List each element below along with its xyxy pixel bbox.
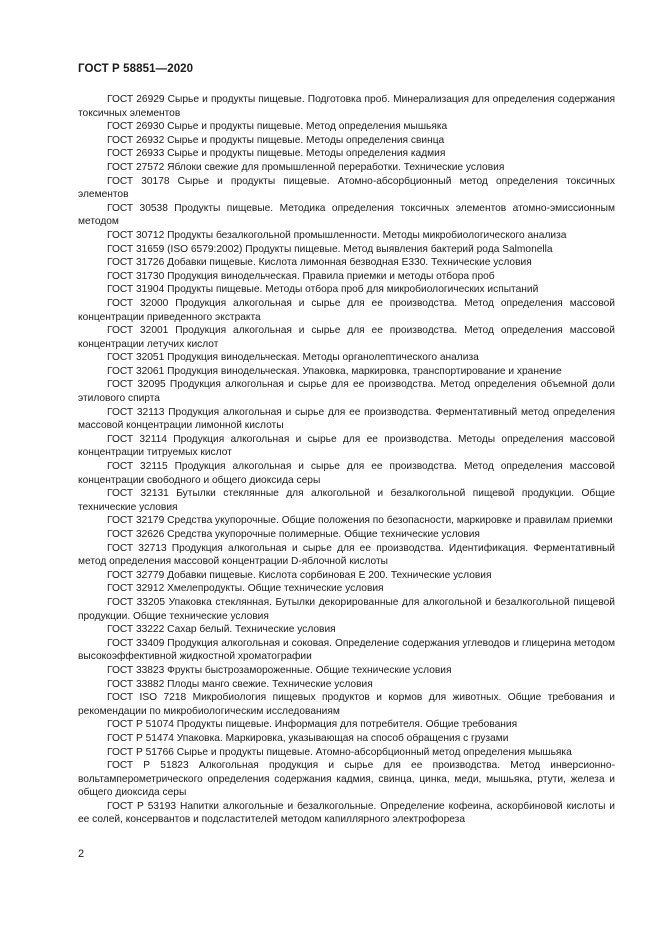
reference-item: ГОСТ 26930 Сырье и продукты пищевые. Метод определения мышьяка: [107, 121, 448, 133]
reference-item: ГОСТ 32001 Продукция алкогольная и сырье для ее производства. Метод определения массовой концентрации летучих кислот: [78, 325, 615, 350]
reference-item: ГОСТ 32779 Добавки пищевые. Кислота сорбиновая Е 200. Технические условия: [107, 569, 492, 581]
reference-item: ГОСТ 33823 Фрукты быстрозамороженные. Общие технические условия: [107, 664, 452, 676]
reference-item: ГОСТ 32626 Средства укупорочные полимерные. Общие технические условия: [107, 529, 480, 540]
reference-item: ГОСТ 26932 Сырье и продукты пищевые. Методы определения свинца: [107, 134, 445, 146]
reference-item: ГОСТ 33882 Плоды манго свежие. Технические условия: [107, 678, 373, 690]
page-number: 2: [78, 848, 85, 860]
reference-item: ГОСТ 32179 Средства укупорочные. Общие положения по безопасности, маркировке и правилам приемки: [107, 515, 613, 527]
reference-item: ГОСТ Р 51766 Сырье и продукты пищевые. Атомно-абсорбционный метод определения мышьяка: [107, 746, 572, 758]
reference-item: ГОСТ 31659 (ISO 6579:2002) Продукты пищевые. Метод выявления бактерий рода Salmonella: [107, 243, 553, 255]
reference-item: ГОСТ 32113 Продукция алкогольная и сырье для ее производства. Ферментативный метод определения массовой концентрации лимонной кислоты: [78, 406, 615, 432]
reference-item: ГОСТ 31904 Продукты пищевые. Методы отбора проб для микробиологических испытаний: [107, 284, 539, 296]
reference-item: ГОСТ 32115 Продукция алкогольная и сырье для ее производства. Метод определения массовой концентрации свободного и общего диоксида серы: [78, 461, 615, 486]
reference-item: ГОСТ 32095 Продукция алкогольная и сырье для ее производства. Метод определения объемной доли этилового спирта: [78, 379, 615, 405]
reference-item: ГОСТ 32000 Продукция алкогольная и сырье для ее производства. Метод определения массовой концентрации приведенного экстракта: [78, 297, 615, 323]
reference-item: ГОСТ 33205 Упаковка стеклянная. Бутылки декорированные для алкогольной и безалкогольной пищевой продукции. Общие технические условия: [78, 596, 615, 622]
document-header: ГОСТ Р 58851—2020: [78, 63, 194, 75]
reference-item: ГОСТ 32051 Продукция винодельческая. Методы органолептического анализа: [107, 352, 479, 364]
normative-references-list: [78, 93, 615, 827]
reference-item: ГОСТ 30538 Продукты пищевые. Методика определения токсичных элементов атомно-эмиссионным методом: [78, 202, 615, 228]
reference-item: ГОСТ 32131 Бутылки стеклянные для алкогольной и безалкогольной пищевой продукции. Общие технические условия: [78, 488, 615, 513]
reference-item: ГОСТ 30712 Продукты безалкогольной промышленности. Методы микробиологического анализа: [107, 229, 567, 241]
reference-item: ГОСТ 30178 Сырье и продукты пищевые. Атомно-абсорбционный метод определения токсичных элементов: [78, 175, 615, 201]
reference-item: ГОСТ Р 51074 Продукты пищевые. Информация для потребителя. Общие требования: [107, 719, 518, 731]
reference-item: ГОСТ 26929 Сырье и продукты пищевые. Подготовка проб. Минерализация для определения содержания токсичных элементов: [78, 94, 615, 119]
reference-item: ГОСТ 33409 Продукция алкогольная и соковая. Определение содержания углеводов и глицерина методом высокоэффективной жидкостной хроматографии: [78, 637, 615, 663]
reference-item: ГОСТ 27572 Яблоки свежие для промышленной переработки. Технические условия: [107, 161, 505, 173]
reference-item: ГОСТ 33222 Сахар белый. Технические условия: [107, 624, 336, 636]
reference-item: ГОСТ 32061 Продукция винодельческая. Упаковка, маркировка, транспортирование и хранение: [107, 365, 562, 377]
reference-item: ГОСТ Р 51823 Алкогольная продукция и сырье для ее производства. Метод инверсионно-вольтамперометрического определения содержания кадмия, свинца, цинка, меди, мышьяка, ртути, железа и общего диоксида серы: [78, 760, 615, 799]
reference-item: ГОСТ 31726 Добавки пищевые. Кислота лимонная безводная Е330. Технические условия: [107, 257, 532, 269]
reference-item: ГОСТ Р 51474 Упаковка. Маркировка, указывающая на способ обращения с грузами: [107, 732, 509, 744]
reference-item: ГОСТ 32912 Хмелепродукты. Общие технические условия: [107, 583, 384, 595]
reference-item: ГОСТ Р 53193 Напитки алкогольные и безалкогольные. Определение кофеина, аскорбиновой кислоты и ее солей, консервантов и подсластителей методом капиллярного электрофореза: [78, 800, 615, 826]
reference-item: ГОСТ 26933 Сырье и продукты пищевые. Методы определения кадмия: [107, 148, 446, 160]
reference-item: ГОСТ 31730 Продукция винодельческая. Правила приемки и методы отбора проб: [107, 270, 495, 282]
reference-item: ГОСТ 32713 Продукция алкогольная и сырье для ее производства. Идентификация. Ферментативный метод определения массовой концентрации D-яблочной кислоты: [78, 542, 615, 568]
reference-item: ГОСТ 32114 Продукция алкогольная и сырье для ее производства. Методы определения массовой концентрации титруемых кислот: [78, 433, 615, 459]
reference-item: ГОСТ ISO 7218 Микробиология пищевых продуктов и кормов для животных. Общие требования и рекомендации по микробиологическим исследованиям: [78, 692, 615, 717]
